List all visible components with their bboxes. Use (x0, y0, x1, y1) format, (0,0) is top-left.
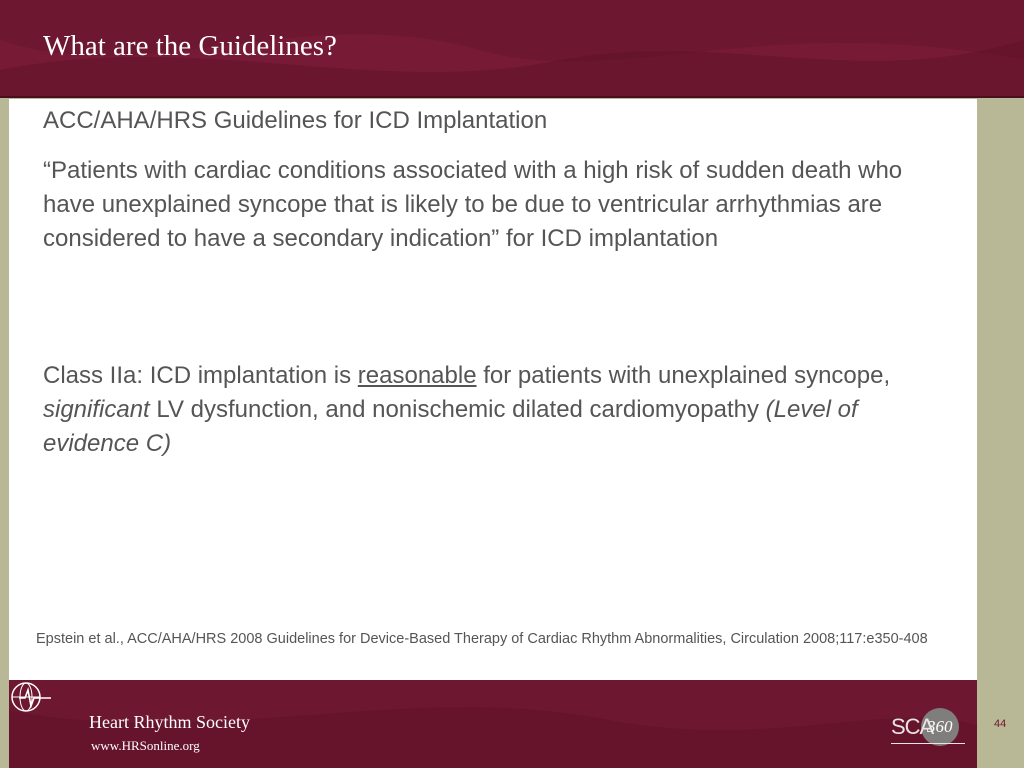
slide-subtitle: ACC/AHA/HRS Guidelines for ICD Implantation (43, 107, 548, 134)
sca-brand-underline (891, 743, 965, 744)
class-statement (43, 359, 943, 461)
page-number: 44 (994, 718, 1007, 730)
header-divider (0, 96, 1024, 98)
left-side-band (0, 98, 9, 680)
sca-brand-text: SCA (891, 714, 934, 739)
slide-title: What are the Guidelines? (43, 30, 337, 62)
class-statement-part3: LV dysfunction, and nonischemic dilated cardiomyopathy (149, 396, 766, 423)
class-statement-reasonable: reasonable (357, 362, 477, 389)
citation: Epstein et al., ACC/AHA/HRS 2008 Guidelines for Device-Based Therapy of Cardiac Rhythm Abnormalities, Circulation 2008;117:e350-408 (36, 631, 928, 647)
guideline-quote: “Patients with cardiac conditions associated with a high risk of sudden death who have unexplained syncope that is likely to be due to ventricular arrhythmias are considered to have a secondary indication” for ICD implantation (43, 157, 903, 252)
slide-content (9, 99, 977, 680)
level-of-evidence: (Level of evidence C) (43, 396, 858, 457)
logo-name: Heart Rhythm Society (89, 712, 250, 732)
class-statement-part1: Class IIa: ICD implantation is (43, 362, 358, 389)
sca-brand-number: 360 (927, 717, 953, 736)
website-url: www.HRSonline.org (91, 738, 200, 753)
globe-heart-logo-icon (9, 680, 53, 714)
title-banner (0, 0, 1024, 98)
class-statement-part2: for patients with unexplained syncope, (476, 362, 891, 389)
class-statement-significant: significant (43, 396, 150, 423)
footer-banner (9, 680, 977, 768)
